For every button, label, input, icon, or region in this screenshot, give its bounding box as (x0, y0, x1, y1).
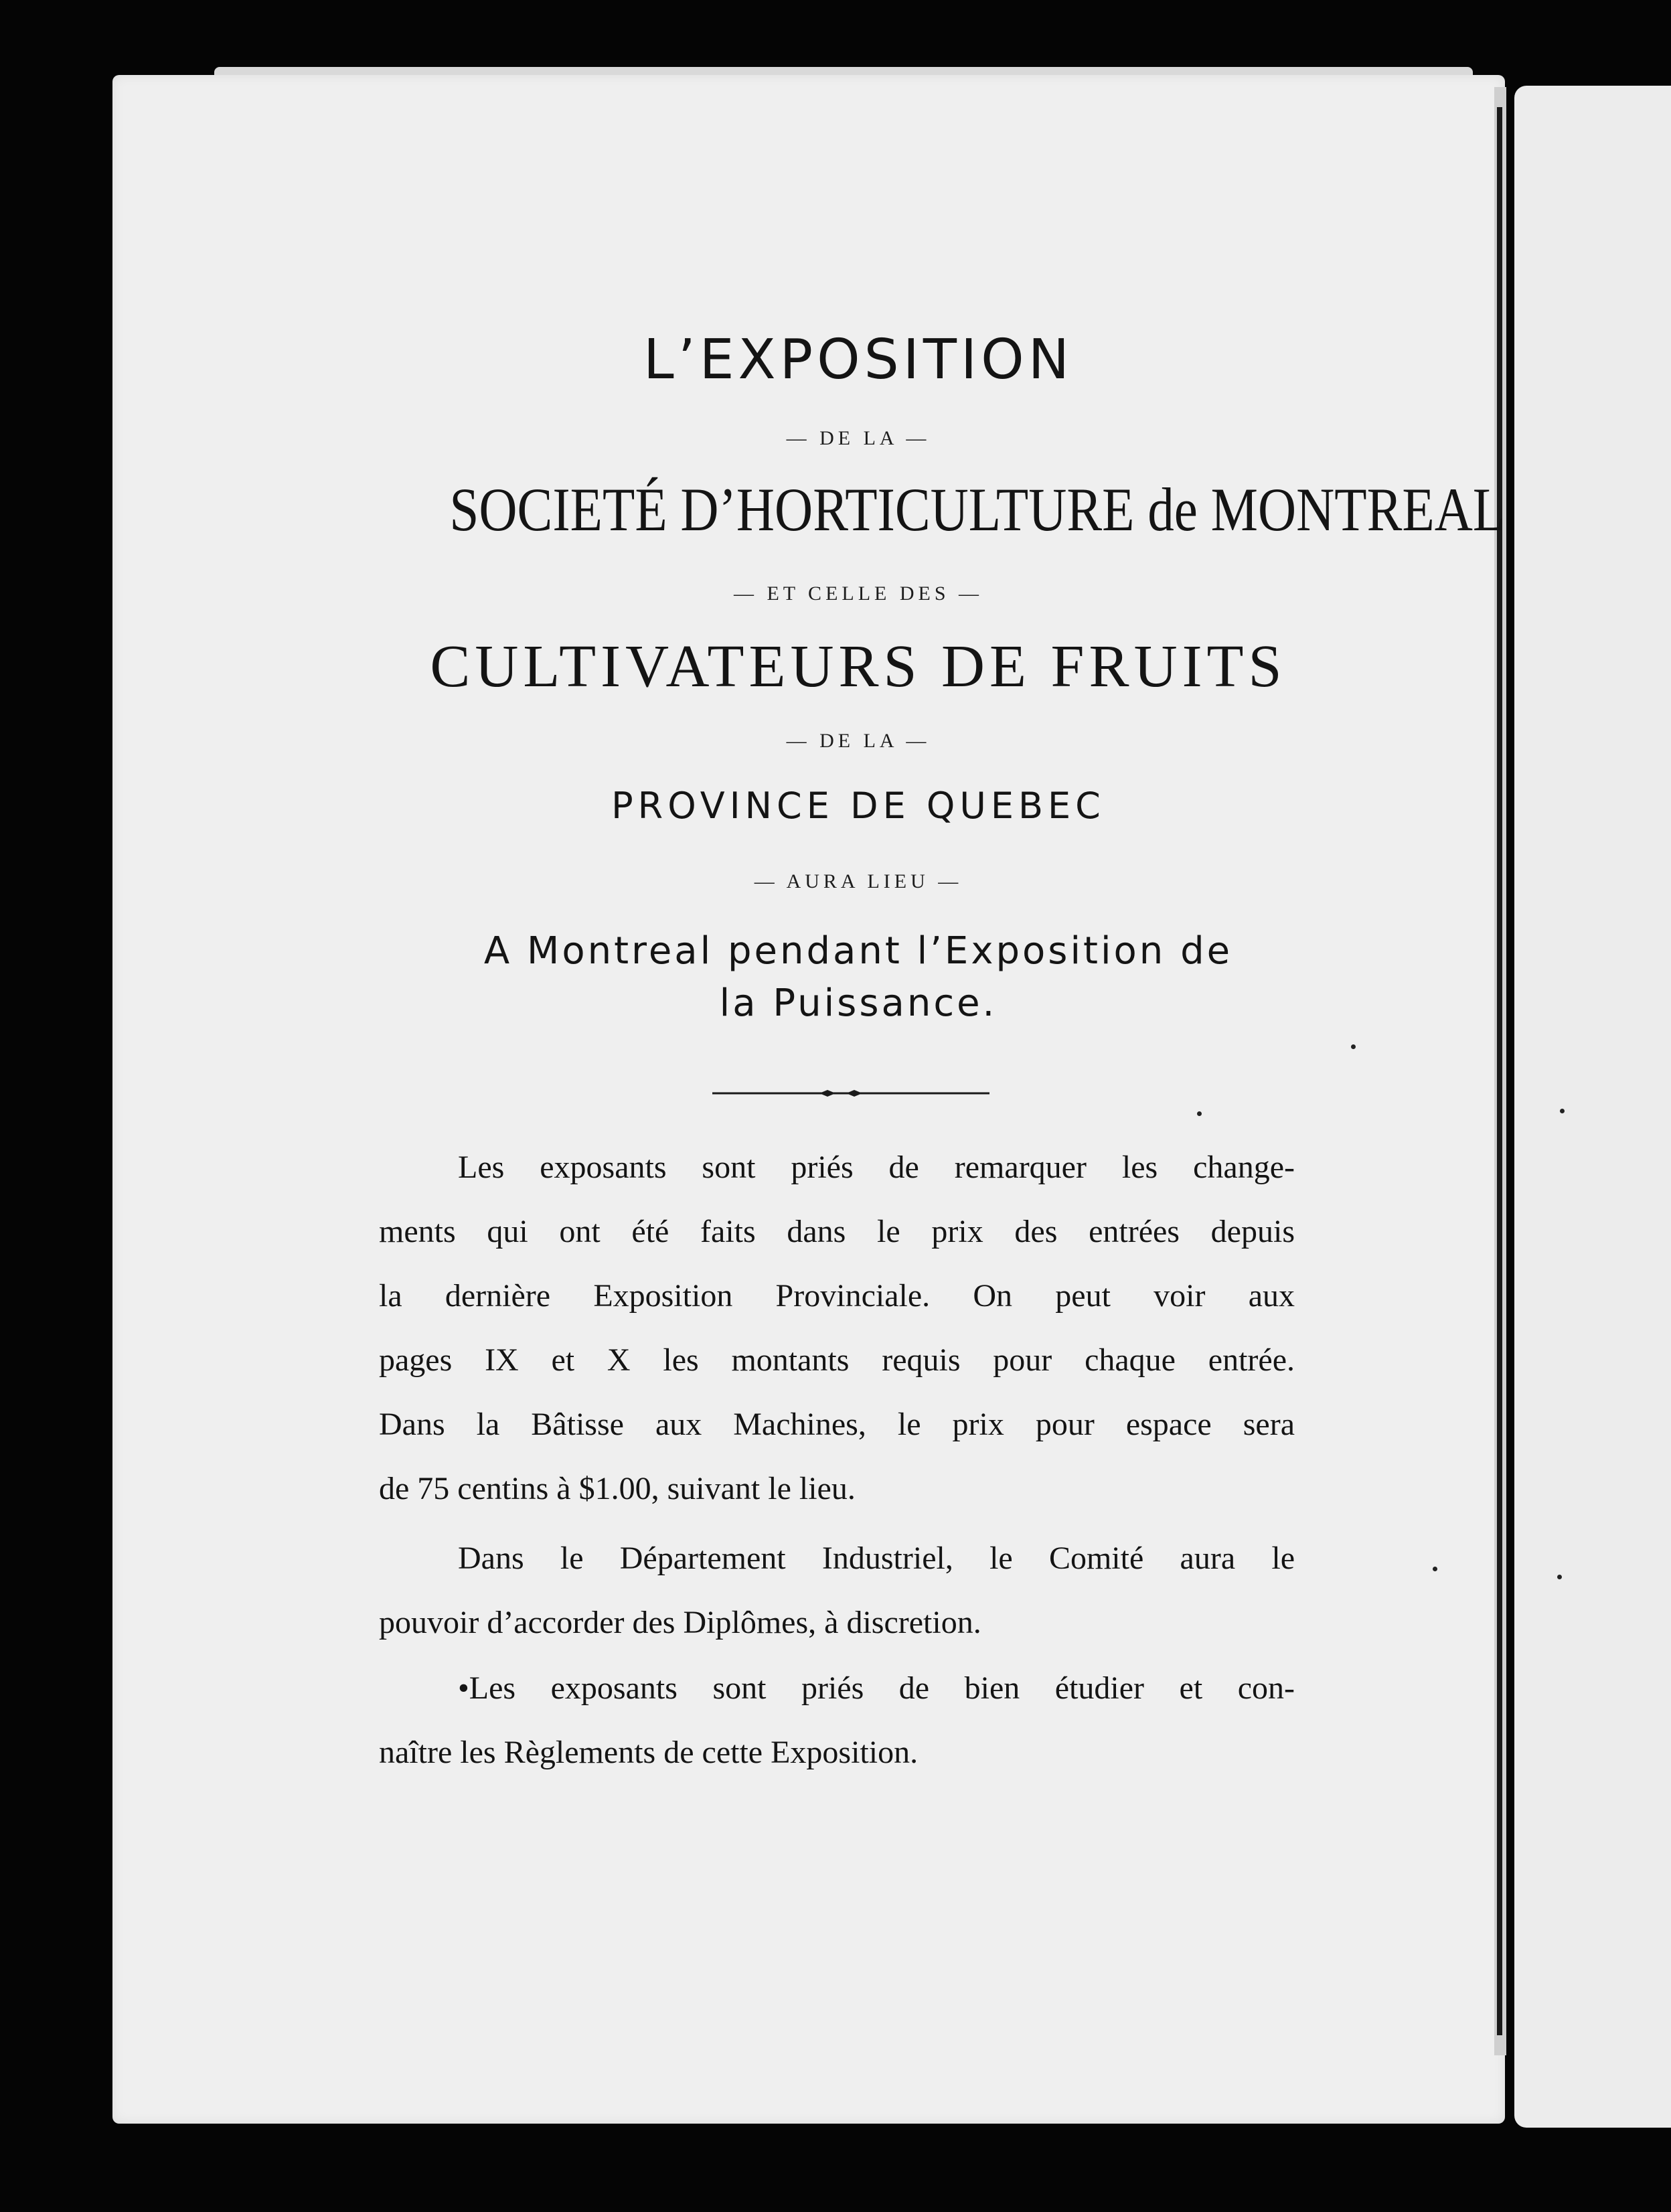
paragraph-3-line: naître les Règlements de cette Exposition. (379, 1735, 919, 1770)
connector-de-la-2: — DE LA — (786, 730, 931, 752)
society-name: SOCIETÉ D’HORTICULTURE de MONTREAL (449, 475, 1506, 544)
location-line-1: A Montreal pendant l’Exposition de (483, 929, 1233, 973)
location-line-2: la Puissance. (719, 981, 998, 1025)
province-heading: PROVINCE DE QUEBEC (611, 785, 1105, 827)
connector-aura-lieu: — AURA LIEU — (754, 870, 963, 892)
paragraph-2-line: pouvoir d’accorder des Diplômes, à discretion. (379, 1605, 981, 1640)
paragraph-3-line: •Les exposants sont priés de bien étudier et con- (458, 1670, 1295, 1706)
connector-et-celle-des: — ET CELLE DES — (733, 582, 983, 605)
paragraph-1-line: Les exposants sont priés de remarquer les change- (458, 1150, 1295, 1185)
ornamental-rule (712, 1089, 989, 1098)
document-title: L’EXPOSITION (643, 328, 1074, 392)
cultivateurs-heading: CULTIVATEURS DE FRUITS (430, 633, 1287, 700)
connector-de-la: — DE LA — (786, 427, 931, 449)
paragraph-1-line: ments qui ont été faits dans le prix des entrées depuis (379, 1214, 1295, 1249)
paragraph-1-line: pages IX et X les montants requis pour chaque entrée. (379, 1342, 1295, 1378)
paragraph-1-line: de 75 centins à $1.00, suivant le lieu. (379, 1471, 856, 1506)
paragraph-2-line: Dans le Département Industriel, le Comité aura le (458, 1540, 1295, 1576)
paragraph-1-line: Dans la Bâtisse aux Machines, le prix pour espace sera (379, 1407, 1295, 1442)
paragraph-1-line: la dernière Exposition Provinciale. On peut voir aux (379, 1278, 1295, 1314)
